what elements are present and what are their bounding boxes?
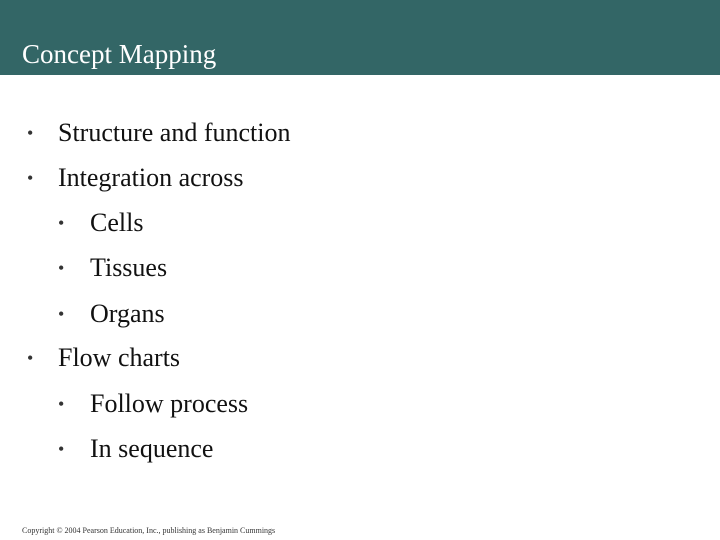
bullet-dot-icon: • <box>58 213 65 233</box>
bullet-text: Organs <box>90 299 165 328</box>
slide-title: Concept Mapping <box>22 39 217 69</box>
bullet-dot-icon: • <box>27 168 34 188</box>
bullet-text: In sequence <box>90 434 214 463</box>
bullet-dot-icon: • <box>58 258 65 278</box>
bullet-text: Follow process <box>90 389 249 418</box>
bullet-text: Tissues <box>90 253 168 282</box>
bullet-text: Structure and function <box>58 118 291 147</box>
bullet-text: Cells <box>90 208 144 237</box>
bullet-dot-icon: • <box>27 348 34 368</box>
bullet-text: Integration across <box>58 163 244 192</box>
bullet-dot-icon: • <box>58 439 65 459</box>
bullet-text: Flow charts <box>58 343 181 372</box>
copyright-footer: Copyright © 2004 Pearson Education, Inc., publishing as Benjamin Cummings <box>22 526 276 535</box>
bullet-dot-icon: • <box>27 123 34 143</box>
bullet-dot-icon: • <box>58 304 65 324</box>
bullet-dot-icon: • <box>58 394 65 414</box>
